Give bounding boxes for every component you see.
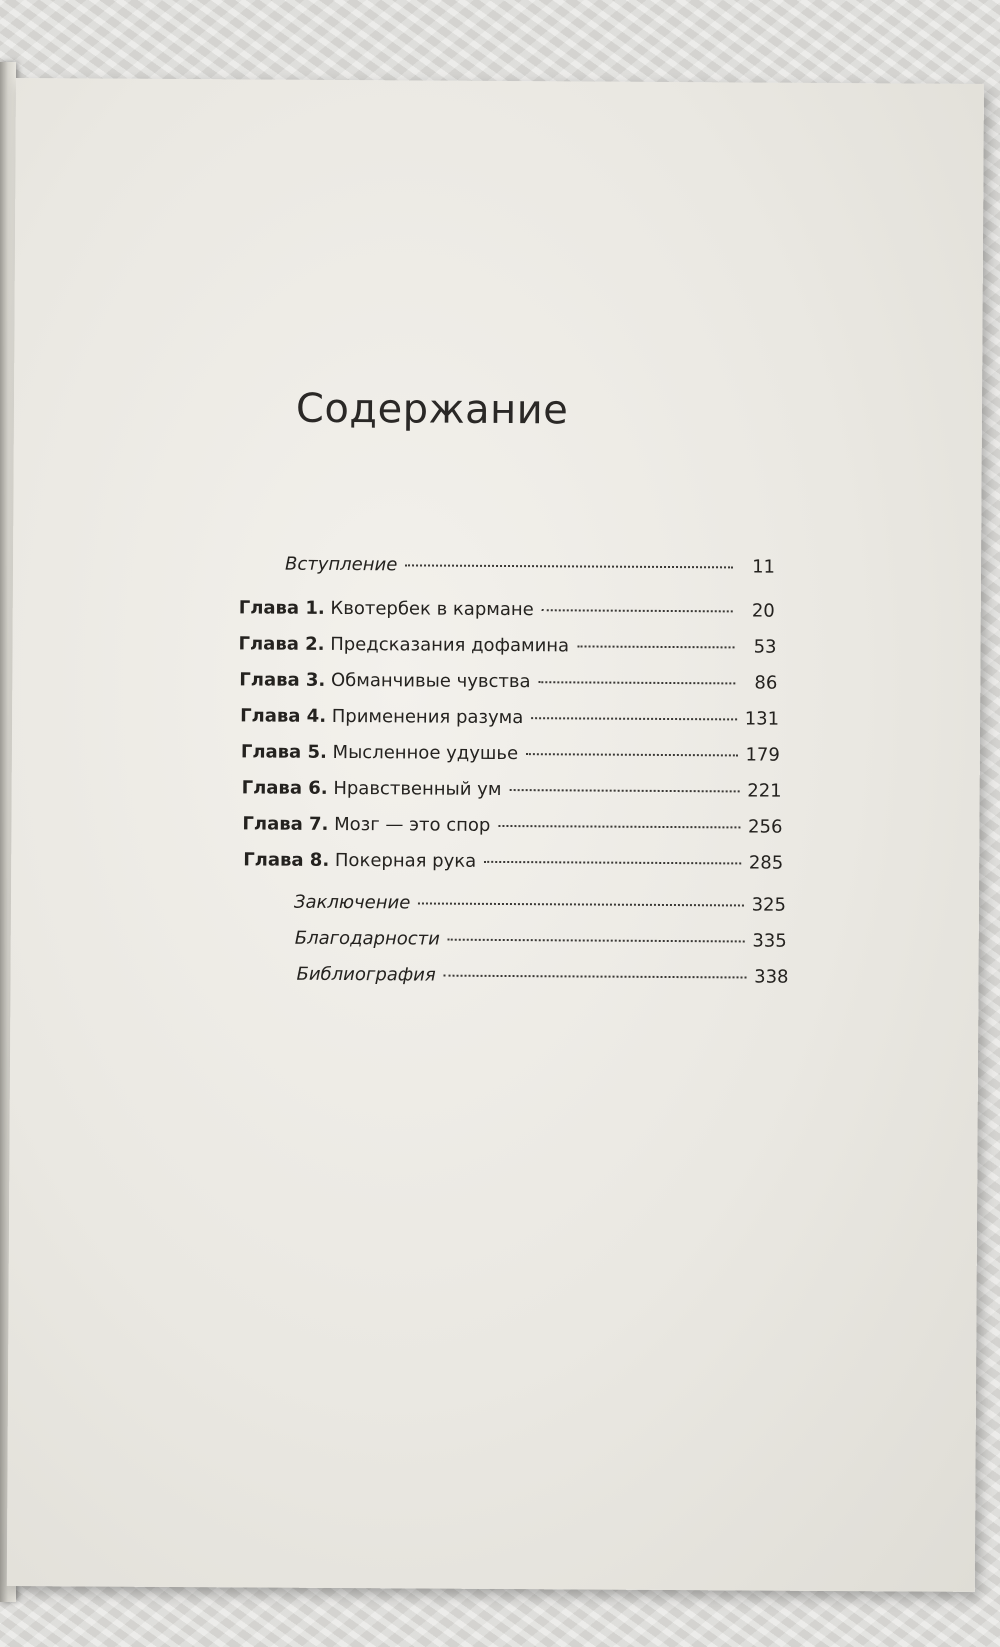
- toc-entry-label: Заключение: [293, 891, 411, 914]
- toc-page-number: 86: [754, 672, 778, 694]
- toc-chapter-prefix: Глава 2.: [238, 633, 325, 655]
- toc-chapter-prefix: Глава 7.: [242, 813, 329, 835]
- toc-leader-dots: [498, 825, 740, 828]
- toc-entry-chapter-3: [239, 669, 777, 693]
- toc-page-number: 53: [753, 636, 777, 658]
- toc-chapter-prefix: Глава 1.: [238, 597, 325, 619]
- toc-chapter-prefix: Глава 3.: [239, 669, 326, 691]
- toc-entry-label: [238, 633, 569, 656]
- toc-page-number: 338: [754, 966, 789, 988]
- toc-chapter-title: Обманчивые чувства: [330, 669, 531, 693]
- toc-page-number: 179: [745, 744, 780, 766]
- toc-leader-dots: [526, 753, 737, 756]
- toc-chapter-prefix: Глава 4.: [240, 705, 327, 727]
- toc-chapter-prefix: Глава 8.: [243, 849, 330, 871]
- toc-page-number: 221: [747, 780, 782, 802]
- page-title: Содержание: [295, 385, 569, 434]
- toc-chapter-prefix: Глава 6.: [241, 777, 328, 799]
- toc-entry-introduction: [285, 554, 775, 578]
- toc-entry-chapter-4: [240, 705, 779, 729]
- toc-leader-dots: [448, 939, 745, 943]
- toc-entry-acknowledgments: [295, 928, 787, 952]
- toc-entry-label: [240, 705, 523, 728]
- toc-page-number: 131: [744, 708, 780, 730]
- toc-chapter-title: Покерная рука: [334, 849, 477, 872]
- toc-entry-chapter-7: [242, 813, 782, 837]
- toc-chapter-title: Мысленное удушье: [332, 741, 519, 765]
- toc-leader-dots: [539, 681, 736, 684]
- toc-leader-dots: [418, 902, 743, 906]
- toc-leader-dots: [542, 609, 733, 612]
- toc-page-number: 325: [751, 894, 787, 916]
- toc-page-number: 256: [748, 816, 783, 838]
- toc-entry-chapter-6: [242, 777, 782, 801]
- toc-page-number: 11: [752, 556, 776, 578]
- toc-leader-dots: [444, 975, 746, 979]
- toc-leader-dots: [484, 861, 741, 865]
- toc-entry-chapter-8: [243, 849, 783, 873]
- toc-entry-label: [239, 669, 530, 692]
- toc-page-number: 20: [751, 600, 775, 622]
- table-of-contents: [7, 78, 984, 1592]
- toc-entry-conclusion: [294, 892, 786, 916]
- toc-chapter-title: Квотербек в кармане: [330, 597, 534, 621]
- toc-leader-dots: [405, 564, 733, 568]
- toc-page-number: 335: [752, 930, 787, 952]
- toc-page-number: 285: [748, 852, 784, 874]
- toc-entry-label: [243, 849, 476, 871]
- toc-entry-label: Благодарности: [294, 927, 440, 950]
- toc-leader-dots: [509, 789, 739, 792]
- toc-leader-dots: [577, 645, 734, 648]
- toc-entry-chapter-2: [238, 633, 776, 657]
- toc-chapter-title: Мозг — это спор: [334, 813, 491, 836]
- toc-entry-label: [239, 597, 534, 620]
- toc-chapter-prefix: Глава 5.: [240, 741, 327, 763]
- toc-entry-chapter-5: [241, 741, 780, 765]
- toc-chapter-title: Нравственный ум: [333, 777, 502, 800]
- toc-entry-label: [242, 813, 490, 836]
- book-page: [7, 78, 984, 1592]
- toc-entry-bibliography: [296, 964, 788, 988]
- toc-chapter-title: Применения разума: [331, 705, 524, 729]
- toc-entry-label: Вступление: [284, 553, 398, 576]
- toc-chapter-title: Предсказания дофамина: [330, 633, 570, 657]
- toc-leader-dots: [531, 717, 736, 720]
- toc-entry-label: Библиография: [296, 963, 436, 986]
- toc-entry-label: [241, 741, 518, 764]
- toc-entry-label: [242, 777, 502, 800]
- toc-entry-chapter-1: [239, 597, 775, 621]
